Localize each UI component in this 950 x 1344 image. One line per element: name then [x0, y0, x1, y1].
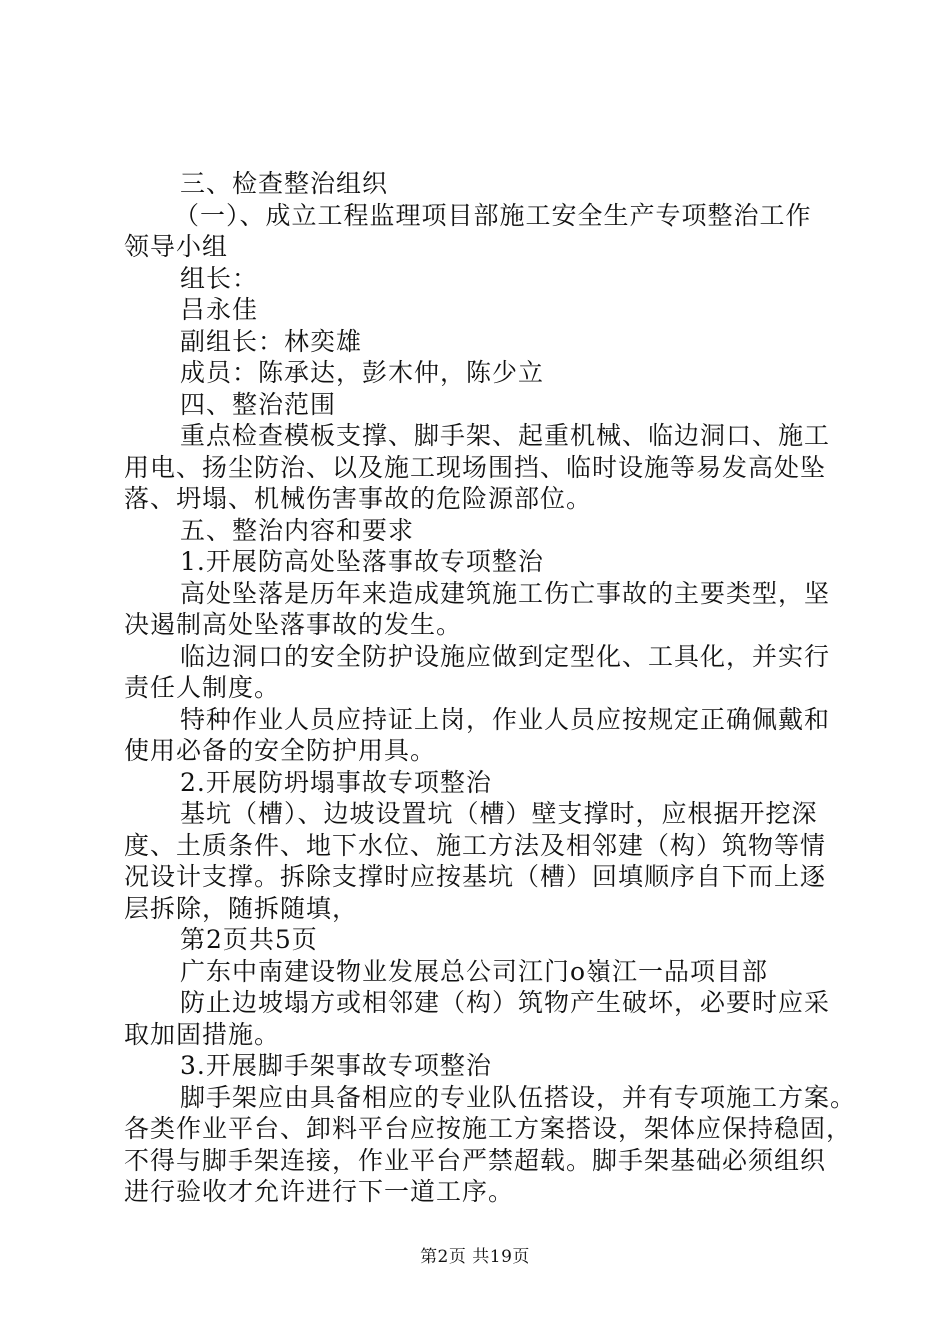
- page-footer: 第2页 共19页: [420, 1247, 530, 1267]
- text-line: 进行验收才允许进行下一道工序。: [124, 1177, 515, 1206]
- text-line: 基坑（槽）、边坡设置坑（槽）壁支撑时，应根据开挖深: [180, 799, 818, 828]
- text-line: 层拆除，随拆随填，: [124, 893, 359, 923]
- text-line: 特种作业人员应持证上岗，作业人员应按规定正确佩戴和: [180, 704, 831, 734]
- text-line: 取加固措施。: [124, 1019, 281, 1049]
- text-line: （一）、成立工程监理项目部施工安全生产专项整治工作: [174, 200, 812, 230]
- text-line: 成员：陈承达，彭木仲，陈少立: [180, 358, 545, 387]
- text-line: 临边洞口的安全防护设施应做到定型化、工具化，并实行: [180, 641, 831, 671]
- text-line: 1.开展防高处坠落事故专项整治: [180, 547, 544, 576]
- text-line: 领导小组: [124, 232, 229, 261]
- text-line: 各类作业平台、卸料平台应按施工方案搭设，架体应保持稳固，: [124, 1114, 853, 1143]
- text-line: 决遏制高处坠落事故的发生。: [124, 610, 463, 639]
- text-line: 况设计支撑。拆除支撑时应按基坑（槽）回填顺序自下而上逐: [124, 862, 827, 891]
- text-line: 3.开展脚手架事故专项整治: [180, 1051, 492, 1080]
- text-line: 吕永佳: [180, 295, 259, 324]
- text-line: 副组长：林奕雄: [180, 326, 363, 356]
- text-line: 高处坠落是历年来造成建筑施工伤亡事故的主要类型，坚: [180, 578, 831, 608]
- text-line: 使用必备的安全防护用具。: [124, 736, 437, 765]
- text-line: 责任人制度。: [124, 673, 281, 702]
- text-line: 组长：: [180, 263, 259, 293]
- text-line: 落、坍塌、机械伤害事故的危险源部位。: [124, 484, 593, 513]
- text-line: 三、检查整治组织: [180, 169, 389, 198]
- text-line: 四、整治范围: [180, 389, 337, 419]
- text-line: 广东中南建设物业发展总公司江门o嶺江一品项目部: [180, 956, 769, 986]
- text-line: 脚手架应由具备相应的专业队伍搭设，并有专项施工方案。: [180, 1082, 857, 1112]
- text-line: 防止边坡塌方或相邻建（构）筑物产生破坏，必要时应采: [180, 988, 831, 1017]
- text-line: 第2页共5页: [180, 925, 318, 954]
- text-line: 重点检查模板支撑、脚手架、起重机械、临边洞口、施工: [180, 421, 831, 450]
- text-line: 用电、扬尘防治、以及施工现场围挡、临时设施等易发高处坠: [124, 452, 827, 482]
- document-body: [124, 168, 857, 1208]
- text-line: 度、土质条件、地下水位、施工方法及相邻建（构）筑物等情: [124, 830, 827, 860]
- text-line: 五、整治内容和要求: [180, 515, 415, 545]
- text-line: 不得与脚手架连接，作业平台严禁超载。脚手架基础必须组织: [124, 1145, 827, 1175]
- text-line: 2.开展防坍塌事故专项整治: [180, 767, 492, 797]
